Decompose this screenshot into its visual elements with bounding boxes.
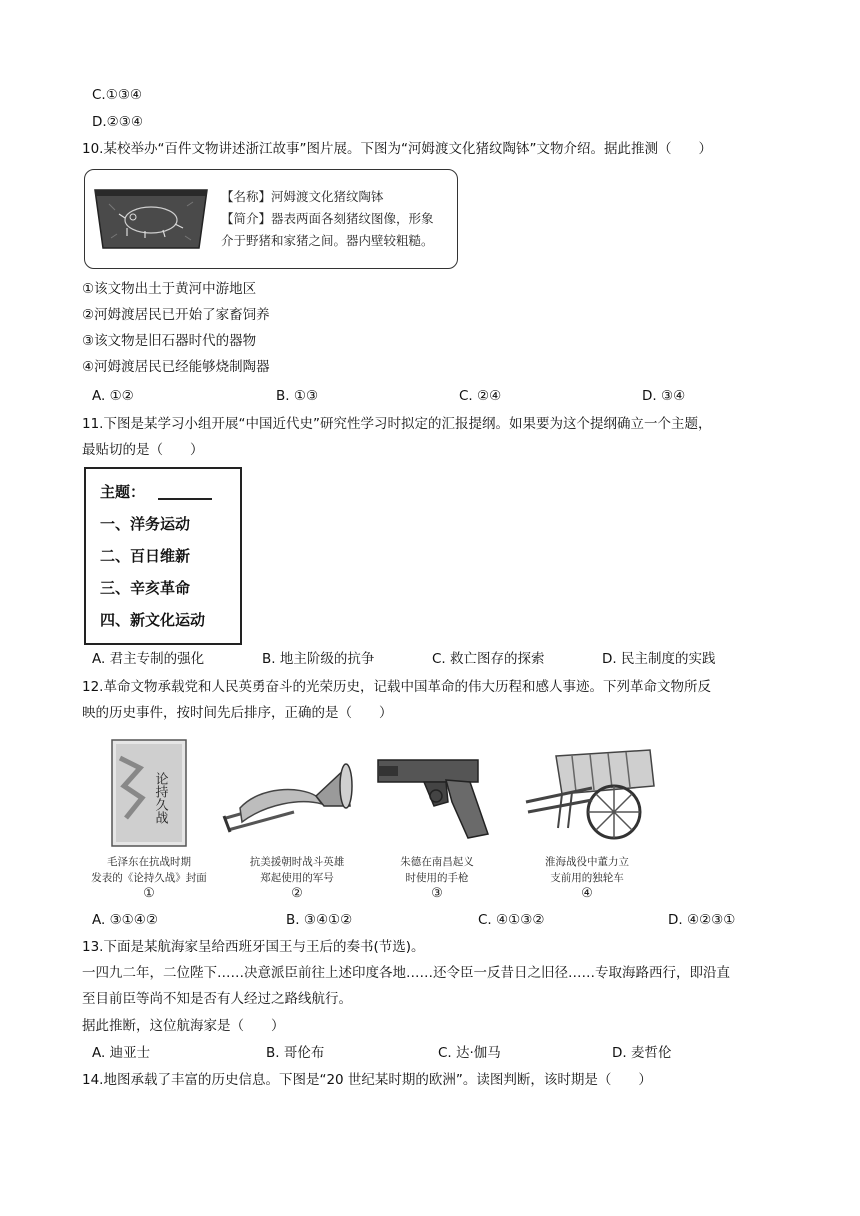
q10-stem: 10.某校举办“百件文物讲述浙江故事”图片展。下图为“河姆渡文化猪纹陶钵”文物介绍。据此推测（ ） (82, 141, 712, 157)
q10-statement-3: ③该文物是旧石器时代的器物 (82, 333, 257, 349)
q13-stem: 13.下面是某航海家呈给西班牙国王与王后的奏书(节选)。 (82, 939, 425, 955)
q11-option-a[interactable]: A. 君主专制的强化 (92, 651, 205, 667)
q13-option-a[interactable]: A. 迪亚士 (92, 1045, 151, 1061)
option-c-prev: C.①③④ (92, 87, 143, 103)
bugle-image (220, 746, 354, 846)
q10-option-c[interactable]: C. ②④ (459, 388, 502, 404)
pottery-bowl-image (91, 184, 211, 254)
q12-relics-figure (82, 732, 642, 902)
q13-quote-1: 一四九二年，二位陛下……决意派臣前往上述印度各地……还令臣一反昔日之旧径……专取海路西行，即沿直 (82, 965, 730, 981)
relic-3-caption: 朱德在南昌起义 时使用的手枪 ③ (400, 856, 474, 901)
card-intro-2: 介于野猪和家猪之间。器内壁较粗糙。 (221, 233, 434, 248)
q11-stem-2: 最贴切的是（ ） (82, 442, 204, 458)
outline-item-3: 三、辛亥革命 (100, 579, 191, 597)
q11-option-c[interactable]: C. 救亡图存的探索 (432, 651, 545, 667)
q10-statement-1: ①该文物出土于黄河中游地区 (82, 281, 257, 297)
pistol-image (374, 746, 494, 846)
q11-stem-1: 11.下图是某学习小组开展“中国近代史”研究性学习时拟定的汇报提纲。如果要为这个提纲确立一个主题， (82, 416, 712, 432)
q11-option-b[interactable]: B. 地主阶级的抗争 (262, 651, 375, 667)
q12-option-d[interactable]: D. ④②③① (668, 912, 736, 928)
q12-option-b[interactable]: B. ③④①② (286, 912, 353, 928)
q12-option-a[interactable]: A. ③①④② (92, 912, 158, 928)
q10-option-b[interactable]: B. ①③ (276, 388, 319, 404)
relic-4-caption: 淮海战役中董力立 支前用的独轮车 ④ (545, 856, 629, 901)
q12-option-c[interactable]: C. ④①③② (478, 912, 545, 928)
q13-quote-2: 至目前臣等尚不知是否有人经过之路线航行。 (82, 991, 352, 1007)
q13-option-b[interactable]: B. 哥伦布 (266, 1045, 325, 1061)
q10-statement-2: ②河姆渡居民已开始了家畜饲养 (82, 307, 270, 323)
q13-option-d[interactable]: D. 麦哲伦 (612, 1045, 672, 1061)
q12-stem-2: 映的历史事件，按时间先后排序，正确的是（ ） (82, 705, 393, 721)
outline-theme-label: 主题： (100, 483, 146, 501)
q10-option-a[interactable]: A. ①② (92, 388, 134, 404)
card-intro-1: 【简介】器表两面各刻猪纹图像，形象 (221, 211, 434, 226)
q12-stem-1: 12.革命文物承载党和人民英勇奋斗的光荣历史，记载中国革命的伟大历程和感人事迹。下列革命文物所反 (82, 679, 711, 695)
q13-option-c[interactable]: C. 达·伽马 (438, 1045, 501, 1061)
book-title-text: 论持久战 (152, 772, 168, 824)
wheelbarrow-image (522, 742, 662, 846)
q10-artifact-card (84, 169, 458, 269)
q11-outline-box (84, 467, 242, 645)
book-cover-image (110, 738, 188, 848)
q10-option-d[interactable]: D. ③④ (642, 388, 686, 404)
option-d-prev: D.②③④ (92, 114, 143, 130)
card-name: 【名称】河姆渡文化猪纹陶钵 (221, 189, 384, 204)
outline-item-4: 四、新文化运动 (100, 611, 206, 629)
q10-statement-4: ④河姆渡居民已经能够烧制陶器 (82, 359, 270, 375)
relic-1-caption: 毛泽东在抗战时期 发表的《论持久战》封面 ① (91, 856, 207, 901)
theme-blank-line (158, 498, 212, 500)
q11-option-d[interactable]: D. 民主制度的实践 (602, 651, 716, 667)
q14-stem: 14.地图承载了丰富的历史信息。下图是“20 世纪某时期的欧洲”。读图判断，该时期是（ ） (82, 1072, 652, 1088)
q13-ask: 据此推断，这位航海家是（ ） (82, 1018, 285, 1034)
outline-item-1: 一、洋务运动 (100, 515, 191, 533)
relic-2-caption: 抗美援朝时战斗英雄 郑起使用的军号 ② (249, 856, 345, 901)
outline-item-2: 二、百日维新 (100, 547, 191, 565)
